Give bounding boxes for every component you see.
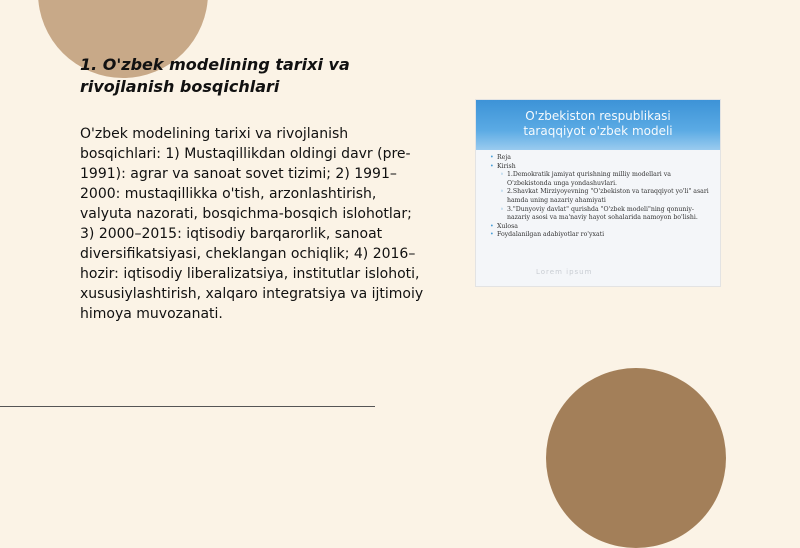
thumbnail-title-line2: taraqqiyot o'zbek modeli [523, 124, 673, 138]
slide-thumbnail-image [476, 100, 720, 286]
thumbnail-list-item: • Kirish [490, 163, 712, 172]
thumbnail-ghost-text: Lorem ipsum [536, 268, 593, 276]
slide-title [80, 54, 420, 98]
slide-title-line1: 1. O'zbek modelining tarixi va [80, 55, 350, 74]
thumbnail-body [476, 150, 720, 240]
thumbnail-list-item: • Xulosa [490, 223, 712, 232]
thumbnail-list-item: ◦ 3."Dunyoviy davlat" qurishda "O'zbek modeli"ning qonuniy-nazariy asosi va ma'naviy hayot sohalarida namoyon bo'lishi. [500, 206, 712, 223]
decorative-circle-bottom [546, 368, 726, 548]
slide-title-line2: rivojlanish bosqichlari [80, 77, 280, 96]
thumbnail-title-line1: O'zbekiston respublikasi [525, 109, 671, 123]
thumbnail-list-item: • Reja [490, 154, 712, 163]
divider-line [0, 406, 375, 407]
thumbnail-list-item: ◦ 2.Shavkat Mirziyoyevning "O'zbekiston va taraqqiyot yo'li" asari hamda uning nazariy ahamiyati [500, 188, 712, 205]
thumbnail-list-item: ◦ 1.Demokratik jamiyat qurishning milliy modellari va O'zbekistonda unga yondashuvlari. [500, 171, 712, 188]
thumbnail-list [490, 154, 712, 240]
thumbnail-header [476, 100, 720, 150]
slide-body-text: O'zbek modelining tarixi va rivojlanish bosqichlari: 1) Mustaqillikdan oldingi davr (pre-1991): agrar va sanoat sovet tizimi; 2) 1991–2000: mustaqillikka o'tish, arzonlashtirish, valyuta nazorati, bosqichma-bosqich islohotlar; 3) 2000–2015: iqtisodiy barqarorlik, sanoat diversifikatsiyasi, cheklangan ochiqlik; 4) 2016–hozir: iqtisodiy liberalizatsiya, institutlar islohoti, xususiylashtirish, xalqaro integratsiya va ijtimoiy himoya muvozanati. [80, 126, 424, 322]
thumbnail-list-item: • Foydalanilgan adabiyotlar ro'yxati [490, 231, 712, 240]
